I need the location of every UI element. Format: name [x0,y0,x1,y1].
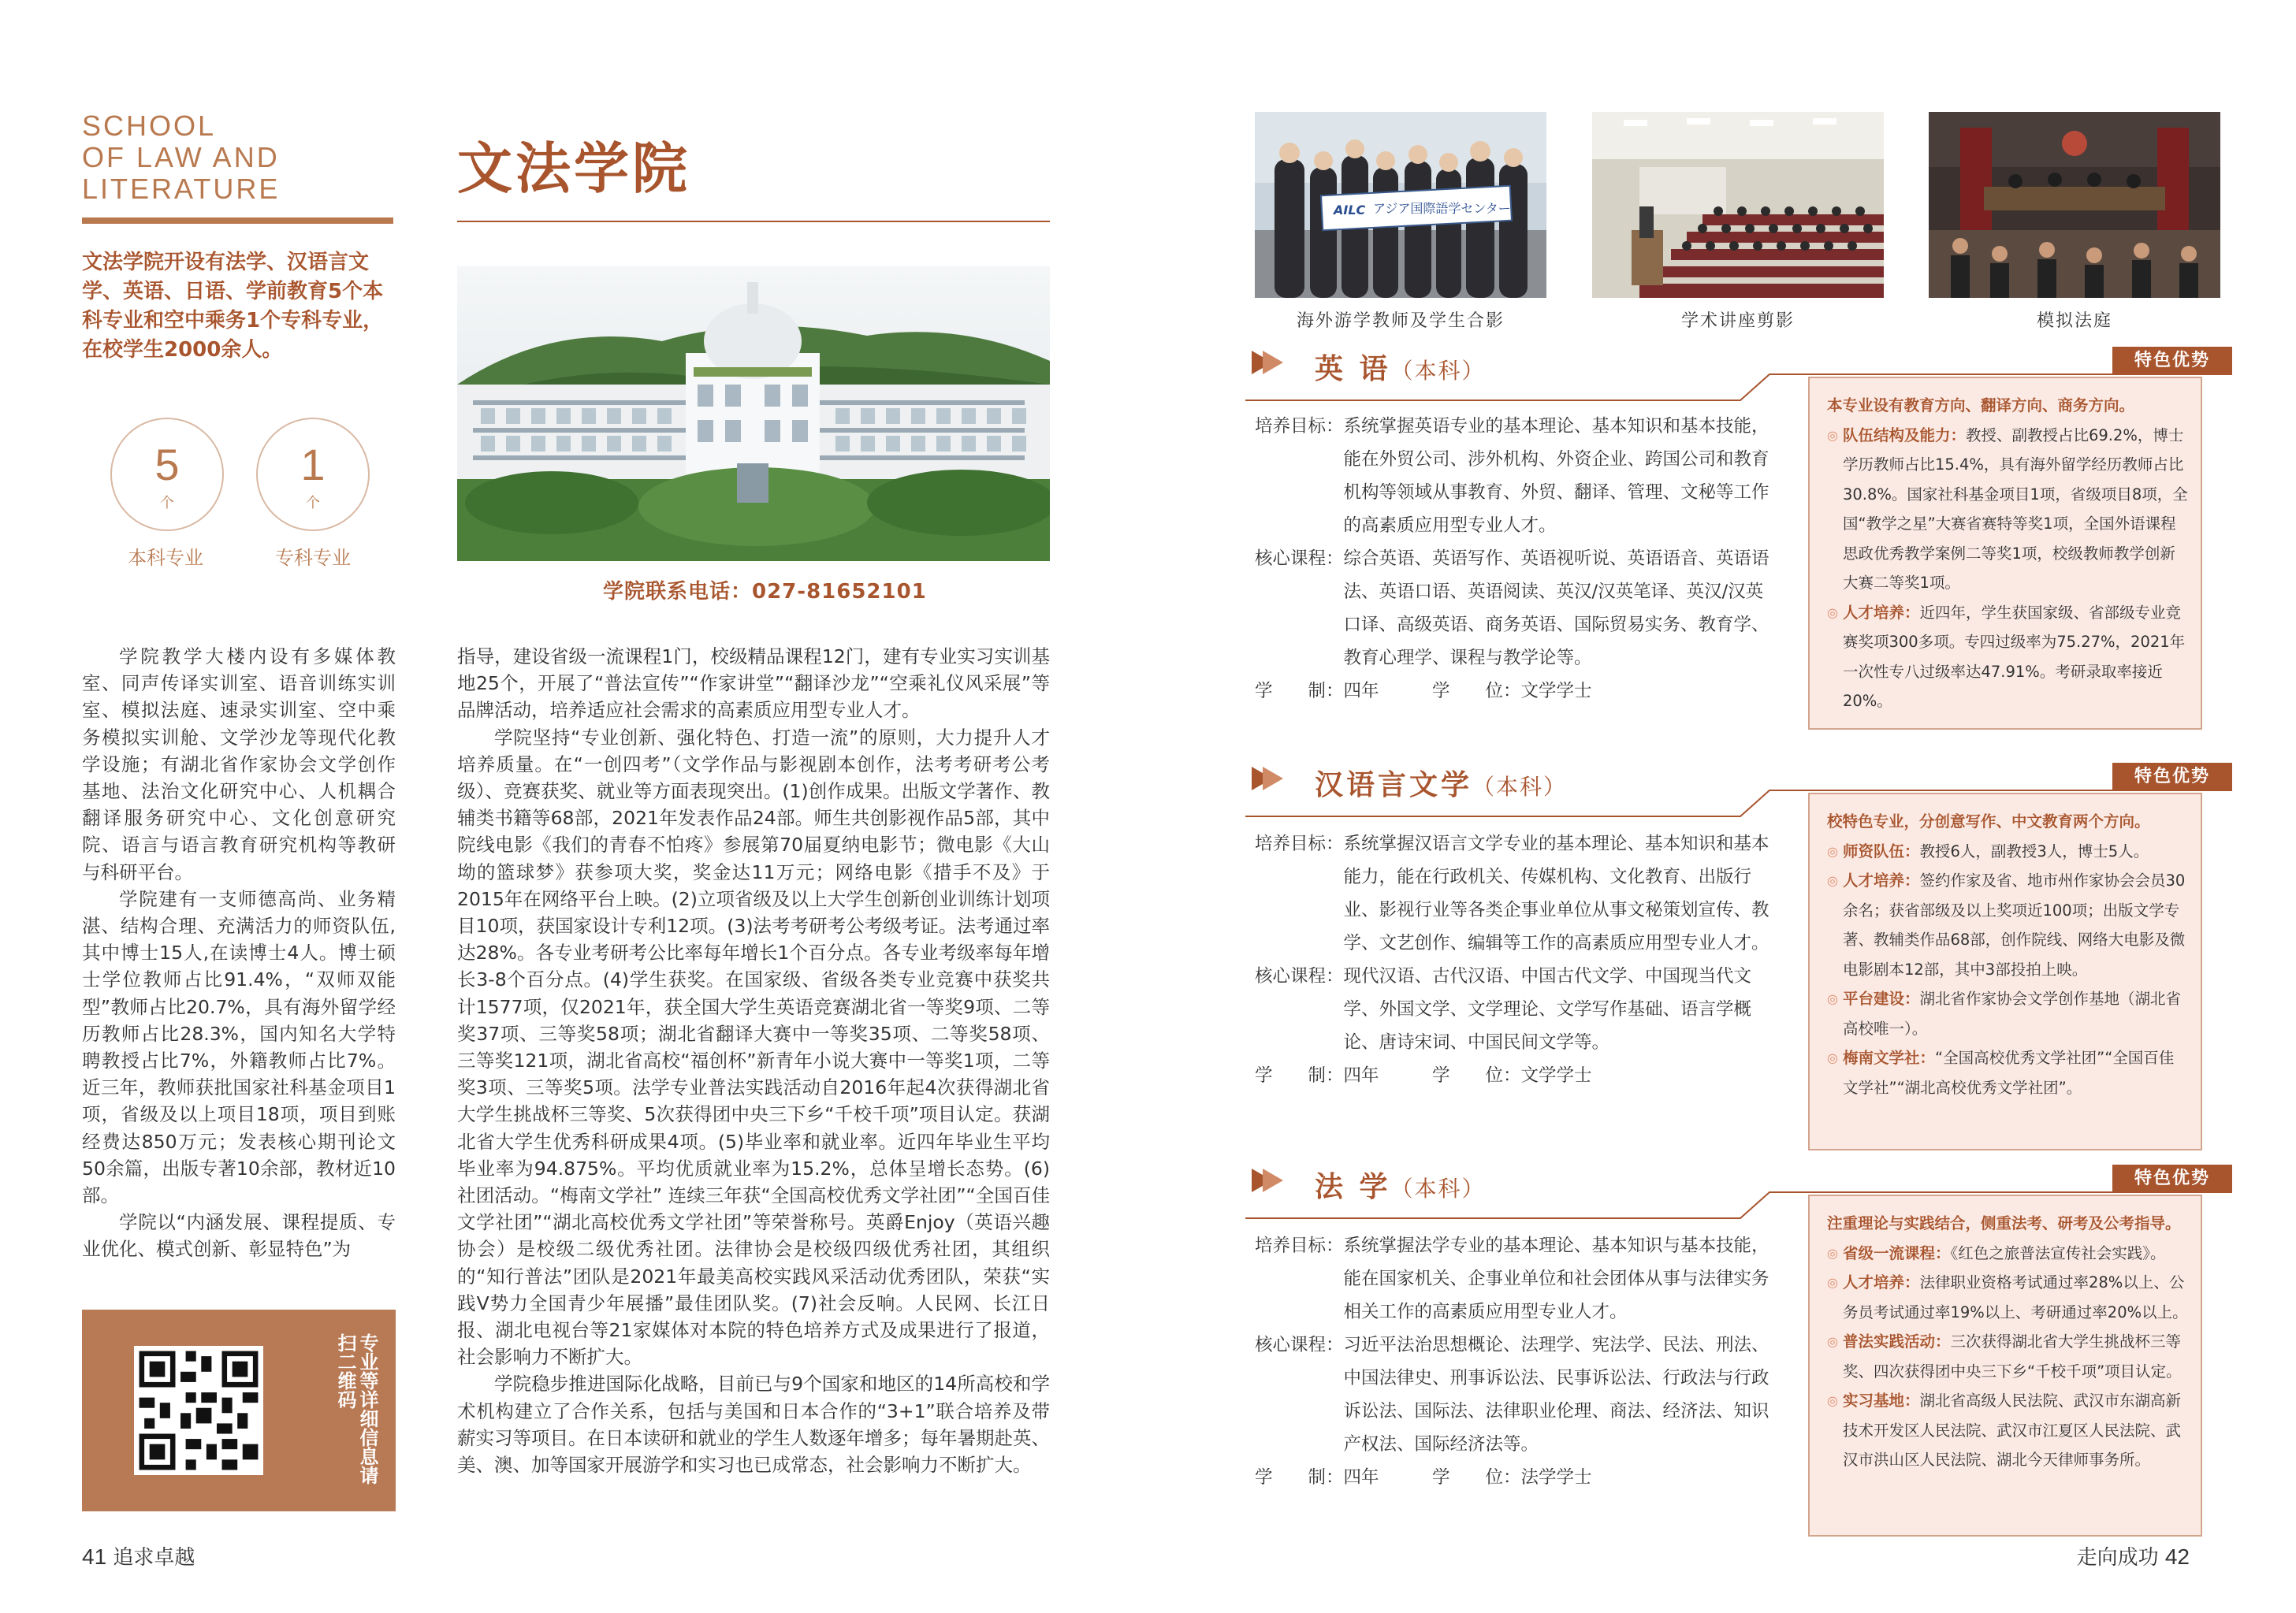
info-label: 培养目标： [1255,416,1344,437]
info-text: 习近平法治思想概论、法理学、宪法学、民法、刑法、中国法律史、刑事诉讼法、民事诉讼法、行政法与行政诉讼法、国际法、法律职业伦理、商法、经济法、知识产权法、国际经济法等。 [1343,1335,1769,1455]
advantage-key: 平台建设： [1842,990,1920,1008]
advantage-key: 师资队伍： [1842,842,1920,860]
photo-caption: 模拟法庭 [2036,311,2112,331]
section-info-chinese [1255,827,1775,1092]
english-title-line: SCHOOL [82,110,217,142]
info-text: 现代汉语、古代汉语、中国古代文学、中国现当代文学、外国文学、文学理论、文学写作基础、语言学概论、唐诗宋词、中国民间文学等。 [1343,966,1752,1053]
title-rule [457,221,1050,222]
advantage-value: 《红色之旅普法宣传社会实践》。 [1950,1243,2166,1262]
page-number: 42 [2164,1544,2190,1569]
stat-number: 1 [300,440,326,489]
advantage-key: 梅南文学社： [1842,1049,1935,1067]
info-text: 系统掌握法学专业的基本理论、基本知识与基本技能，能在国家机关、企事业单位和社会团体从事与法律实务相关工作的高素质应用型专业人才。 [1343,1236,1769,1322]
info-label: 培养目标： [1255,1236,1344,1256]
advantage-value: 三次获得湖北省大学生挑战杯三等奖、四次获得团中央三下乡“千校千项”项目认定。 [1842,1332,2182,1381]
advantage-value: 湖北省作家协会文学创作基地（湖北省高校唯一）。 [1842,990,2181,1038]
page-title: 文法学院 [457,136,690,201]
lecture-photo [1592,112,1884,298]
section-name: 法 学 [1315,1171,1391,1203]
feature-badge: 特色优势 [2112,763,2232,791]
page-footer-right [2077,1541,2190,1570]
footer-slogan: 走向成功 [2076,1546,2159,1570]
advantage-key: 普法实践活动： [1842,1332,1951,1351]
advantage-lead: 注重理论与实践结合，侧重法考、研考及公考指导。 [1827,1214,2181,1232]
stat-circle-undergrad [110,418,224,531]
advantage-key: 人才培养： [1842,872,1920,890]
title-underline [82,217,393,224]
section-name: 汉语言文学 [1315,769,1473,801]
advantage-lead: 校特色专业，分创意写作、中文教育两个方向。 [1827,812,2150,831]
advantage-key: 人才培养： [1842,603,1920,622]
banner-logo: AILC [1334,203,1366,217]
building-photo [457,266,1050,561]
overseas-group-photo [1255,112,1546,298]
info-label: 学 制： [1255,1065,1344,1086]
qr-instruction: 专业等详细信息请扫二维码 [334,1333,378,1485]
feature-badge: 特色优势 [2112,347,2232,375]
advantage-value: 近四年，学生获国家级、省部级专业竞赛奖项300多项。专四过级率为75.27%，2021年一次性专八过级率达47.91%。考研录取率接近20%。 [1842,603,2186,710]
photo-caption: 学术讲座剪影 [1680,311,1795,331]
qr-code-icon[interactable] [134,1346,263,1475]
info-text: 综合英语、英语写作、英语视听说、英语语音、英语语法、英语口语、英语阅读、英汉/汉英笔译、英汉/汉英口译、高级英语、商务英语、国际贸易实务、教育学、教育心理学、课程与教学论等。 [1343,548,1769,668]
advantage-key: 队伍结构及能力： [1842,426,1966,444]
section-info-english [1255,410,1775,708]
section-title-chinese [1315,763,1567,803]
info-label: 学 制： [1255,1467,1344,1488]
info-text: 系统掌握汉语言文学专业的基本理论、基本知识和基本能力，能在行政机关、传媒机构、文化教育、出版行业、影视行业等各类企事业单位从事文秘策划宣传、教学、文艺创作、编辑等工作的高素质应用型专业人才。 [1343,834,1769,953]
section-title-law [1315,1165,1486,1205]
advantage-value: 湖北省高级人民法院、武汉市东湖高新技术开发区人民法院、武汉市江夏区人民法院、武汉市洪山区人民法院、湖北今天律师事务所。 [1842,1392,2181,1469]
info-text: 系统掌握英语专业的基本理论、基本知识和基本技能，能在外贸公司、涉外机构、外资企业、跨国公司和教育机构等领域从事教育、外贸、翻译、管理、文秘等工作的高素质应用型专业人才。 [1343,416,1769,536]
paragraph: 学院坚持“专业创新、强化特色、打造一流”的原则，大力提升人才培养质量。在“一创四考”（文学作品与影视剧本创作，法考考研考公考级）、竞赛获奖、就业等方面表现突出。(1)创作成果。出版文学著作、教辅类书籍等68部，2021年发表作品24部。师生共创影视作品5部，其中院线电影《我们的青春不怕疼》参展第70届夏纳电影节；微电影《大山坳的篮球梦》获参项大奖，奖金达11万元；网络电影《措手不及》于2015年在网络平台上映。(2)立项省级及以上大学生创新创业训练计划项目10项，获国家设计专利12项。(3)法考考研考公考级考证。法考通过率达28%。各专业考研考公比率每年增长1个百分点。各专业考级率每年增长3-8个百分点。(4)学生获奖。在国家级、省级各类专业竞赛中获奖共计1577项，仅2021年，获全国大学生英语竞赛湖北省一等奖9项、二等奖37项、三等奖58项；湖北省翻译大赛中一等奖35项、二等奖58项、三等奖121项，湖北省高校“福创杯”新青年小说大赛中一等奖1项，二等奖3项、三等奖5项。法学专业普法实践活动自2016年起4次获得湖北省大学生挑战杯三等奖、5次获得团中央三下乡“千校千项”项目认定。获湖北省大学生优秀科研成果4项。(5)毕业率和就业率。近四年毕业生平均毕业率为94.875%。平均优质就业率为15.2%，总体呈增长态势。(6)社团活动。“梅南文学社” 连续三年获“全国高校优秀文学社团”“全国百佳文学社团”“湖北高校优秀文学社团”等荣誉称号。英爵Enjoy（英语兴趣协会）是校级二级优秀社团。法律协会是校级四级优秀社团，其组织的“知行普法”团队是2021年最美高校实践风采活动优秀团队，荣获“实践V势力全国青少年展播”最佳团队奖。(7)社会反响。人民网、长江日报、湖北电视台等21家媒体对本院的特色培养方式及成果进行了报道，社会影响力不断扩大。 [457,726,1050,1369]
paragraph: 学院以“内涵发展、课程提质、专业优化、模式创新、彰显特色”为 [82,1211,396,1261]
section-info-law [1255,1229,1775,1494]
body-column-1 [82,643,396,1263]
advantage-key: 人才培养： [1842,1273,1920,1292]
advantage-key: 省级一流课程： [1842,1243,1951,1262]
footer-slogan: 追求卓越 [113,1546,195,1570]
english-title [82,110,280,205]
bullet-icon: ◎ [1827,1275,1838,1290]
page-number: 41 [82,1544,107,1569]
advantage-value: 法律职业资格考试通过率28%以上、公务员考试通过率19%以上、考研通过率20%以上。 [1842,1273,2188,1321]
paragraph: 指导，建设省级一流课程1门，校级精品课程12门，建有专业实习实训基地25个，开展了“普法宣传”“作家讲堂”“翻译沙龙”“空乘礼仪风采展”等品牌活动，培养适应社会需求的高素质应用型专业人才。 [457,645,1050,722]
paragraph: 学院稳步推进国际化战略，目前已与9个国家和地区的14所高校和学术机构建立了合作关系，包括与美国和日本合作的“3+1”联合培养及带薪实习等项目。在日本读研和就业的学生人数逐年增多；每年暑期赴英、美、澳、加等国家开展游学和实习也已成常态，社会影响力不断扩大。 [457,1373,1050,1477]
feature-badge: 特色优势 [2112,1165,2232,1193]
info-label: 核心课程： [1255,1335,1344,1355]
paragraph: 学院教学大楼内设有多媒体教室、同声传译实训室、语音训练实训室、模拟法庭、速录实训室、空中乘务模拟实训舱、文学沙龙等现代化教学设施；有湖北省作家协会文学创作基地、法治文化研究中心、人机耦合翻译服务研究中心、文化创意研究院、语言与语言教育研究机构等教研与科研平台。 [82,645,396,883]
advantage-value: 签约作家及省、地市州作家协会会员30余名；获省部级及以上奖项近100项；出版文学专著、教辅类作品68部，创作院线、网络大电影及微电影剧本12部，其中3部投拍上映。 [1842,872,2186,979]
bullet-icon: ◎ [1827,427,1838,443]
body-column-2 [457,643,1050,1478]
info-label: 学 制： [1255,681,1344,701]
advantage-key: 实习基地： [1842,1392,1920,1410]
advantage-value: 教授、副教授占比69.2%，博士学历教师占比15.4%，具有海外留学经历教师占比30.8%。国家社科基金项目1项，省级项目8项，全国“教学之星”大赛省赛特等奖1项，全国外语课程思政优秀教学案例二等奖1项，校级教师教学创新大赛二等奖1项。 [1842,426,2188,592]
banner-text: アジア国際語学センター [1373,201,1511,216]
advantage-lead: 本专业设有教育方向、翻译方向、商务方向。 [1827,396,2135,414]
photo-caption: 海外游学教师及学生合影 [1296,311,1505,331]
bullet-icon: ◎ [1827,843,1838,859]
info-label: 培养目标： [1255,834,1344,854]
section-name: 英 语 [1315,353,1391,385]
contact-phone: 学院联系电话：027-81652101 [603,580,927,604]
english-title-line: OF LAW AND [82,141,280,173]
advantage-value: “全国高校优秀文学社团”“全国百佳文学社”“湖北高校优秀文学社团”。 [1842,1049,2175,1097]
advantage-box-english [1808,377,2202,730]
section-level: （本科） [1472,774,1568,800]
section-level: （本科） [1390,358,1486,384]
intro-text: 文法学院开设有法学、汉语言文学、英语、日语、学前教育5个本科专业和空中乘务1个专科专业，在校学生2000余人。 [82,251,384,362]
section-title-english [1315,347,1486,387]
advantage-box-chinese [1808,793,2202,1150]
bullet-icon: ◎ [1827,1393,1838,1408]
stat-circle-vocational [256,418,370,531]
bullet-icon: ◎ [1827,991,1838,1006]
section-level: （本科） [1390,1176,1486,1202]
bullet-icon: ◎ [1827,1245,1838,1261]
info-label: 核心课程： [1255,548,1344,569]
info-label: 核心课程： [1255,966,1344,987]
bullet-icon: ◎ [1827,1050,1838,1065]
stat-number: 5 [154,440,180,489]
english-title-line: LITERATURE [82,173,281,205]
info-text: 四年 学 位：法学学士 [1343,1467,1592,1488]
stat-unit: 个 [306,495,320,511]
bullet-icon: ◎ [1827,604,1838,620]
advantage-value: 教授6人，副教授3人，博士5人。 [1919,842,2149,860]
moot-court-photo [1929,112,2220,298]
page-footer-left [82,1541,195,1570]
stat-label: 本科专业 [128,547,203,569]
info-text: 四年 学 位：文学学士 [1343,681,1592,701]
info-text: 四年 学 位：文学学士 [1343,1065,1592,1086]
stat-label: 专科专业 [275,547,351,569]
bullet-icon: ◎ [1827,1334,1838,1349]
bullet-icon: ◎ [1827,873,1838,888]
paragraph: 学院建有一支师德高尚、业务精湛、结构合理、充满活力的师资队伍,其中博士15人,在读博士4人。博士硕士学位教师占比91.4%，“双师双能型”教师占比20.7%，具有海外留学经历教师占比28.3%，国内知名大学特聘教授占比7%，外籍教师占比7%。近三年，教师获批国家社科基金项目1项，省级及以上项目18项，项目到账经费达850万元；发表核心期刊论文50余篇，出版专著10余部，教材近10部。 [82,887,396,1207]
advantage-box-law [1808,1195,2202,1537]
stat-unit: 个 [160,495,174,511]
